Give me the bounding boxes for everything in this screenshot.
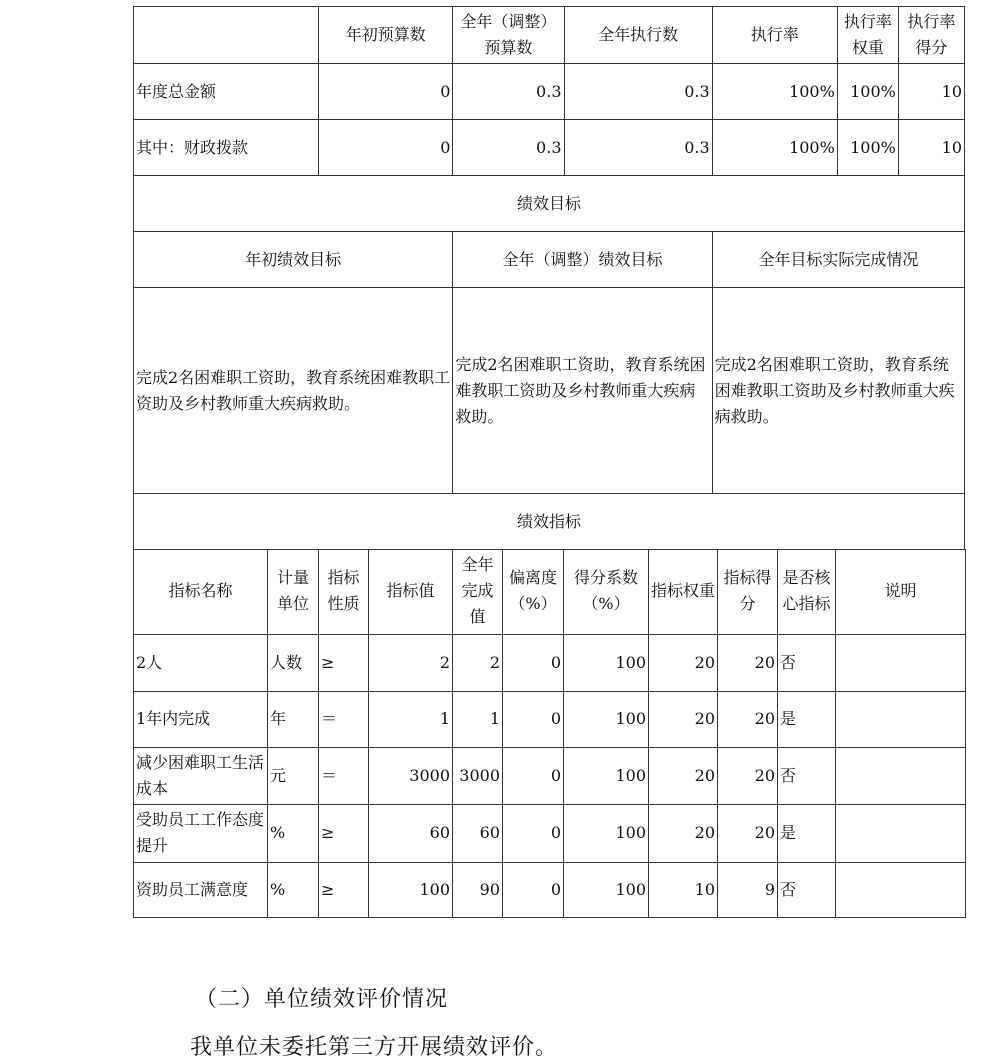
goals-header-initial: 年初绩效目标 [134, 232, 453, 288]
section-paragraph: 我单位未委托第三方开展绩效评价。 [190, 1035, 559, 1060]
budget-header-row [134, 7, 965, 64]
ind-unit: 元 [268, 747, 319, 804]
ind-name: 1年内完成 [134, 691, 268, 747]
budget-row-label: 年度总金额 [134, 64, 319, 120]
goals-header-adjusted: 全年（调整）绩效目标 [453, 232, 712, 288]
ind-core: 是 [778, 804, 836, 862]
ind-header-deviation: 偏离度（%） [503, 549, 564, 634]
ind-score: 20 [718, 634, 778, 691]
ind-coefficient: 100 [564, 804, 649, 862]
table-row [134, 634, 966, 691]
ind-nature: ≥ [319, 634, 369, 691]
ind-header-name: 指标名称 [134, 549, 268, 634]
ind-header-core: 是否核心指标 [778, 549, 836, 634]
ind-score: 20 [718, 804, 778, 862]
goal-adjusted-text: 完成2名困难职工资助，教育系统困难教职工资助及乡村教师重大疾病救助。 [453, 288, 712, 494]
budget-cell: 0.3 [564, 64, 712, 120]
ind-actual: 90 [453, 862, 503, 917]
ind-target: 3000 [369, 747, 453, 804]
budget-header-executed: 全年执行数 [564, 7, 712, 64]
ind-nature: ≥ [319, 862, 369, 917]
budget-cell: 0.3 [564, 120, 712, 176]
budget-header-rate: 执行率 [712, 7, 837, 64]
budget-row-total [134, 64, 965, 120]
section-heading: （二）单位绩效评价情况 [195, 987, 449, 1012]
ind-core: 否 [778, 634, 836, 691]
budget-header-blank [134, 7, 319, 64]
ind-coefficient: 100 [564, 862, 649, 917]
ind-nature: ＝ [319, 747, 369, 804]
ind-deviation: 0 [503, 634, 564, 691]
ind-coefficient: 100 [564, 691, 649, 747]
budget-cell: 100% [712, 120, 837, 176]
budget-header-initial: 年初预算数 [319, 7, 453, 64]
ind-actual: 60 [453, 804, 503, 862]
ind-unit: 年 [268, 691, 319, 747]
goals-header-actual: 全年目标实际完成情况 [712, 232, 964, 288]
goal-actual-text: 完成2名困难职工资助，教育系统困难教职工资助及乡村教师重大疾病救助。 [712, 288, 964, 494]
ind-header-actual: 全年完成值 [453, 549, 503, 634]
ind-weight: 10 [649, 862, 718, 917]
ind-unit: 人数 [268, 634, 319, 691]
table-row [134, 747, 966, 804]
ind-note [836, 634, 966, 691]
goal-initial-text: 完成2名困难职工资助，教育系统困难教职工资助及乡村教师重大疾病救助。 [134, 288, 453, 494]
ind-core: 否 [778, 862, 836, 917]
goals-header-row [134, 232, 965, 288]
budget-row-fiscal [134, 120, 965, 176]
ind-deviation: 0 [503, 862, 564, 917]
ind-header-nature: 指标性质 [319, 549, 369, 634]
budget-row-label: 其中：财政拨款 [134, 120, 319, 176]
budget-header-adjusted: 全年（调整）预算数 [453, 7, 564, 64]
table-row [134, 691, 966, 747]
ind-core: 否 [778, 747, 836, 804]
ind-note [836, 747, 966, 804]
budget-header-rate-score: 执行率得分 [898, 7, 964, 64]
ind-nature: ＝ [319, 691, 369, 747]
ind-target: 60 [369, 804, 453, 862]
budget-cell: 10 [898, 120, 964, 176]
ind-core: 是 [778, 691, 836, 747]
ind-target: 2 [369, 634, 453, 691]
ind-name: 资助员工满意度 [134, 862, 268, 917]
ind-header-coefficient: 得分系数（%） [564, 549, 649, 634]
budget-cell: 0 [319, 120, 453, 176]
ind-weight: 20 [649, 691, 718, 747]
ind-header-note: 说明 [836, 549, 966, 634]
ind-name: 2人 [134, 634, 268, 691]
ind-deviation: 0 [503, 691, 564, 747]
ind-actual: 2 [453, 634, 503, 691]
indicators-table [133, 549, 966, 918]
ind-unit: % [268, 862, 319, 917]
ind-note [836, 862, 966, 917]
ind-target: 100 [369, 862, 453, 917]
ind-note [836, 804, 966, 862]
budget-cell: 0.3 [453, 120, 564, 176]
ind-name: 受助员工工作态度提升 [134, 804, 268, 862]
table-row [134, 862, 966, 917]
goals-content-row [134, 288, 965, 494]
budget-cell: 10 [898, 64, 964, 120]
ind-actual: 3000 [453, 747, 503, 804]
ind-weight: 20 [649, 634, 718, 691]
ind-actual: 1 [453, 691, 503, 747]
ind-score: 20 [718, 747, 778, 804]
ind-coefficient: 100 [564, 747, 649, 804]
ind-weight: 20 [649, 804, 718, 862]
budget-header-rate-weight: 执行率权重 [837, 7, 898, 64]
ind-weight: 20 [649, 747, 718, 804]
indicators-title: 绩效指标 [134, 494, 965, 550]
table-row [134, 804, 966, 862]
ind-deviation: 0 [503, 804, 564, 862]
budget-cell: 100% [837, 64, 898, 120]
ind-name: 减少困难职工生活成本 [134, 747, 268, 804]
goals-title-row [134, 176, 965, 232]
budget-cell: 100% [712, 64, 837, 120]
budget-cell: 100% [837, 120, 898, 176]
ind-nature: ≥ [319, 804, 369, 862]
ind-score: 20 [718, 691, 778, 747]
indicators-header-row [134, 549, 966, 634]
ind-coefficient: 100 [564, 634, 649, 691]
budget-cell: 0 [319, 64, 453, 120]
budget-goals-table [133, 6, 965, 550]
ind-header-target: 指标值 [369, 549, 453, 634]
ind-header-weight: 指标权重 [649, 549, 718, 634]
budget-cell: 0.3 [453, 64, 564, 120]
ind-note [836, 691, 966, 747]
ind-score: 9 [718, 862, 778, 917]
goals-title: 绩效目标 [134, 176, 965, 232]
ind-header-score: 指标得分 [718, 549, 778, 634]
ind-target: 1 [369, 691, 453, 747]
ind-unit: % [268, 804, 319, 862]
indicators-title-row [134, 494, 965, 550]
ind-deviation: 0 [503, 747, 564, 804]
ind-header-unit: 计量单位 [268, 549, 319, 634]
